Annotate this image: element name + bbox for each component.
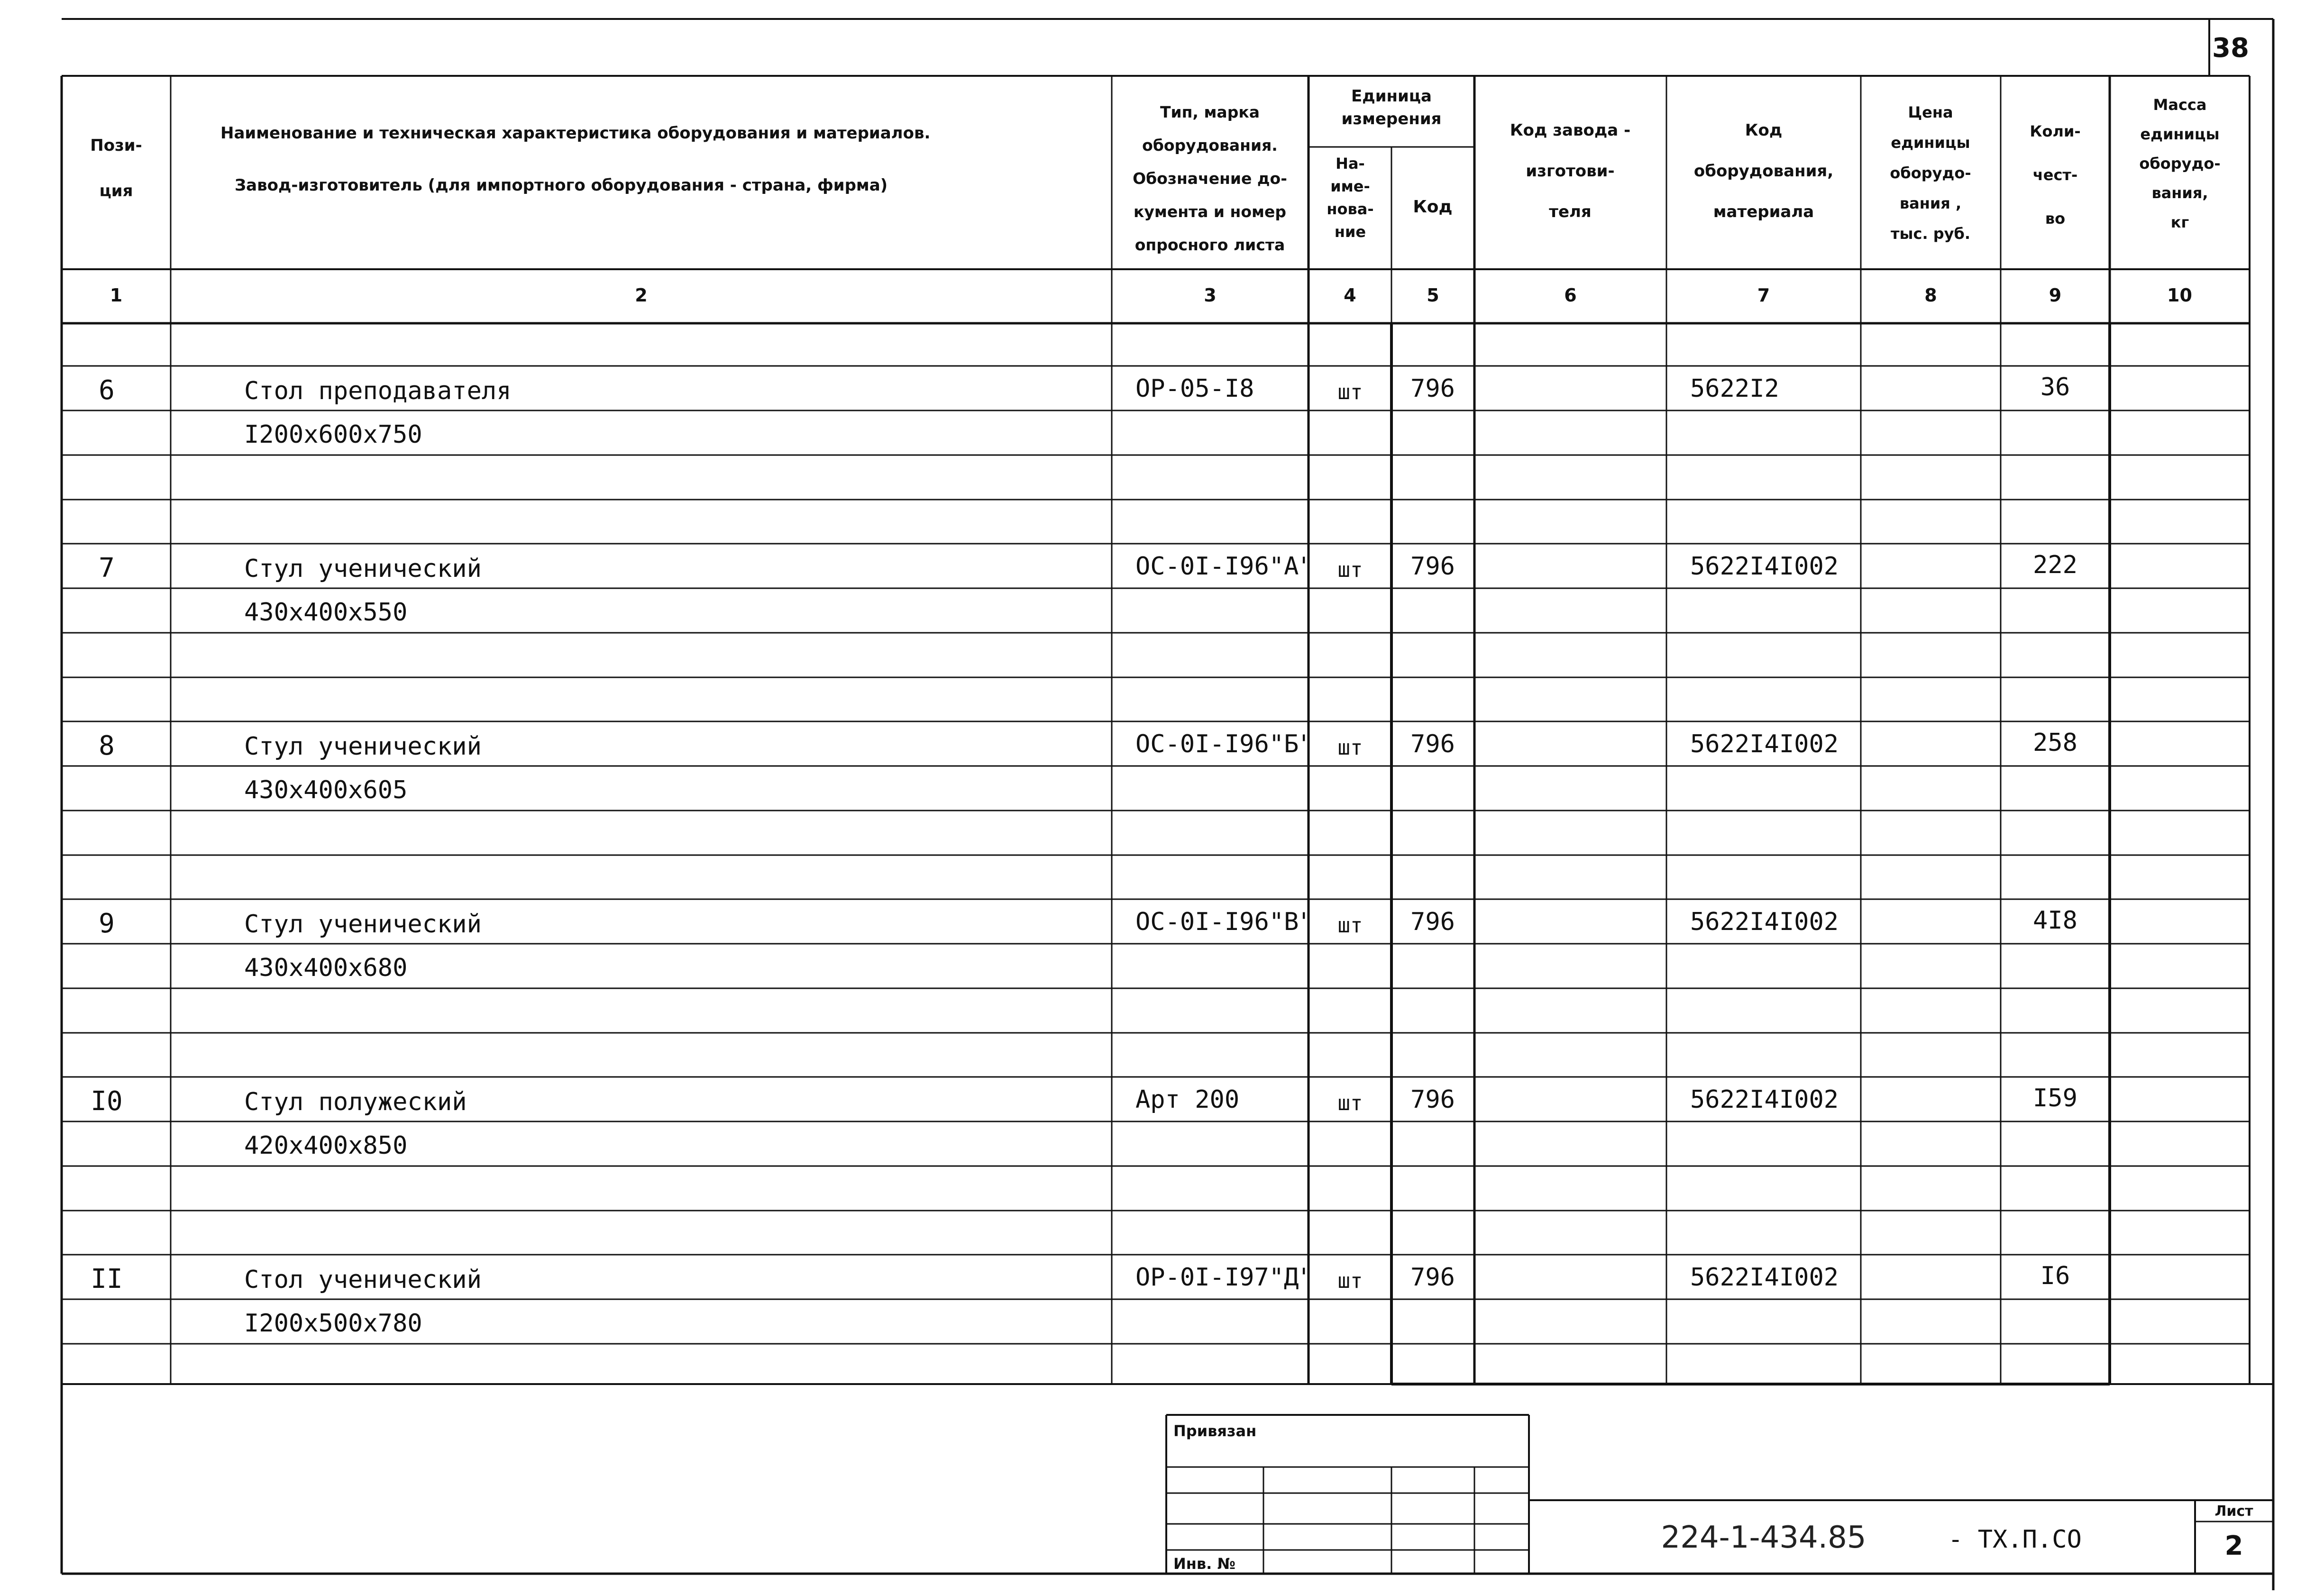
item-equipment-code: 5622I2 xyxy=(1690,374,1779,403)
header-col8: единицы xyxy=(1891,134,1970,152)
header-col9: во xyxy=(2045,210,2066,228)
item-position: 8 xyxy=(99,730,115,761)
item-unit: шт xyxy=(1337,913,1363,938)
column-number: 8 xyxy=(1924,285,1937,306)
header-col4: ние xyxy=(1334,223,1366,241)
header-col2: Завод-изготовитель (для импортного оборудования - страна, фирма) xyxy=(235,176,888,195)
item-equipment-code: 5622I4I002 xyxy=(1690,1085,1839,1114)
item-quantity: 4I8 xyxy=(2033,906,2077,935)
item-type: Арт 200 xyxy=(1135,1085,1240,1114)
item-quantity: 258 xyxy=(2033,729,2077,757)
header-col8: оборудо- xyxy=(1890,164,1971,182)
item-type: ОР-0I-I97"Д" xyxy=(1135,1263,1314,1292)
header-col7: Код xyxy=(1745,121,1783,140)
header-col10: кг xyxy=(2170,213,2189,231)
header-col3: Обозначение до- xyxy=(1133,169,1287,188)
header-col8: Цена xyxy=(1908,103,1953,121)
stamp-inventory-label: Инв. № xyxy=(1173,1555,1235,1573)
header-col3: кумента и номер xyxy=(1133,202,1287,221)
document-suffix: - ТХ.П.СО xyxy=(1948,1525,2082,1554)
item-equipment-code: 5622I4I002 xyxy=(1690,552,1839,581)
item-type: ОС-0I-I96"В" xyxy=(1135,908,1314,936)
header-col9: чест- xyxy=(2032,166,2078,184)
header-col6: изготови- xyxy=(1526,162,1615,181)
item-name: Стул ученический xyxy=(244,732,482,761)
item-quantity: I6 xyxy=(2040,1262,2070,1290)
header-col10: оборудо- xyxy=(2139,155,2221,173)
header-col6: Код завода - xyxy=(1510,121,1631,140)
header-col8: вания , xyxy=(1899,194,1962,212)
header-col3: Тип, марка xyxy=(1160,103,1260,121)
header-col9: Коли- xyxy=(2030,122,2081,140)
header-col1: ция xyxy=(99,182,133,201)
item-quantity: I59 xyxy=(2033,1084,2077,1112)
header-col3: оборудования. xyxy=(1142,136,1278,155)
corner-sheet-number: 38 xyxy=(2212,33,2249,64)
item-type: ОС-0I-I96"А" xyxy=(1135,552,1314,581)
header-col1: Пози- xyxy=(90,136,142,155)
column-number: 4 xyxy=(1344,285,1356,306)
item-unit-code: 796 xyxy=(1410,374,1455,403)
column-number: 1 xyxy=(110,285,123,306)
header-unit_group: измерения xyxy=(1341,109,1442,128)
header-col7: материала xyxy=(1713,202,1814,221)
item-name: Стул ученический xyxy=(244,910,482,939)
stamp-privyazan-label: Привязан xyxy=(1173,1422,1257,1440)
item-name: Стул полужеский xyxy=(244,1088,467,1116)
item-name: Стол ученический xyxy=(244,1266,482,1294)
header-col8: тыс. руб. xyxy=(1890,225,1971,243)
item-dimensions: 430x400x550 xyxy=(244,598,408,627)
column-number: 3 xyxy=(1204,285,1217,306)
header-col2: Наименование и техническая характеристика оборудования и материалов. xyxy=(220,124,931,143)
header-col10: единицы xyxy=(2140,125,2220,143)
item-unit-code: 796 xyxy=(1410,1263,1455,1292)
header-col7: оборудования, xyxy=(1693,162,1834,181)
item-dimensions: 430x400x605 xyxy=(244,776,408,804)
item-unit: шт xyxy=(1337,736,1363,760)
column-number: 5 xyxy=(1427,285,1439,306)
item-quantity: 36 xyxy=(2040,373,2070,401)
header-col10: вания, xyxy=(2151,184,2208,202)
item-dimensions: 420x400x850 xyxy=(244,1131,408,1160)
column-number: 6 xyxy=(1564,285,1577,306)
column-number: 2 xyxy=(635,285,648,306)
item-unit-code: 796 xyxy=(1410,908,1455,936)
document-code: 224-1-434.85 xyxy=(1661,1520,1867,1555)
header-col10: Масса xyxy=(2153,96,2207,114)
item-dimensions: I200x500x780 xyxy=(244,1309,422,1338)
item-dimensions: I200x600x750 xyxy=(244,420,422,449)
item-unit-code: 796 xyxy=(1410,730,1455,758)
item-equipment-code: 5622I4I002 xyxy=(1690,908,1839,936)
item-unit: шт xyxy=(1337,558,1363,582)
item-position: 6 xyxy=(99,375,115,406)
item-unit: шт xyxy=(1337,1269,1363,1293)
item-type: ОР-05-I8 xyxy=(1135,374,1254,403)
sheet-label: Лист xyxy=(2214,1503,2253,1520)
sheet-number: 2 xyxy=(2224,1531,2243,1561)
item-dimensions: 430x400x680 xyxy=(244,954,408,982)
item-unit-code: 796 xyxy=(1410,1085,1455,1114)
item-unit: шт xyxy=(1337,1091,1363,1115)
column-number: 10 xyxy=(2167,285,2192,306)
item-equipment-code: 5622I4I002 xyxy=(1690,730,1839,758)
header-col6: теля xyxy=(1549,202,1592,221)
header-col5: Код xyxy=(1413,197,1453,217)
header-col4: нова- xyxy=(1327,200,1374,218)
column-number: 9 xyxy=(2049,285,2062,306)
item-unit: шт xyxy=(1337,380,1363,404)
item-name: Стол преподавателя xyxy=(244,377,512,405)
item-quantity: 222 xyxy=(2033,551,2077,579)
header-col4: На- xyxy=(1336,155,1365,173)
item-type: ОС-0I-I96"Б" xyxy=(1135,730,1314,758)
header-col4: име- xyxy=(1330,177,1370,195)
header-unit_group: Единица xyxy=(1351,87,1432,106)
header-col3: опросного листа xyxy=(1135,236,1285,254)
item-equipment-code: 5622I4I002 xyxy=(1690,1263,1839,1292)
item-position: II xyxy=(91,1264,123,1294)
item-position: 9 xyxy=(99,908,115,939)
item-position: I0 xyxy=(91,1086,123,1117)
item-name: Стул ученический xyxy=(244,555,482,583)
item-position: 7 xyxy=(99,553,115,583)
item-unit-code: 796 xyxy=(1410,552,1455,581)
column-number: 7 xyxy=(1757,285,1770,306)
